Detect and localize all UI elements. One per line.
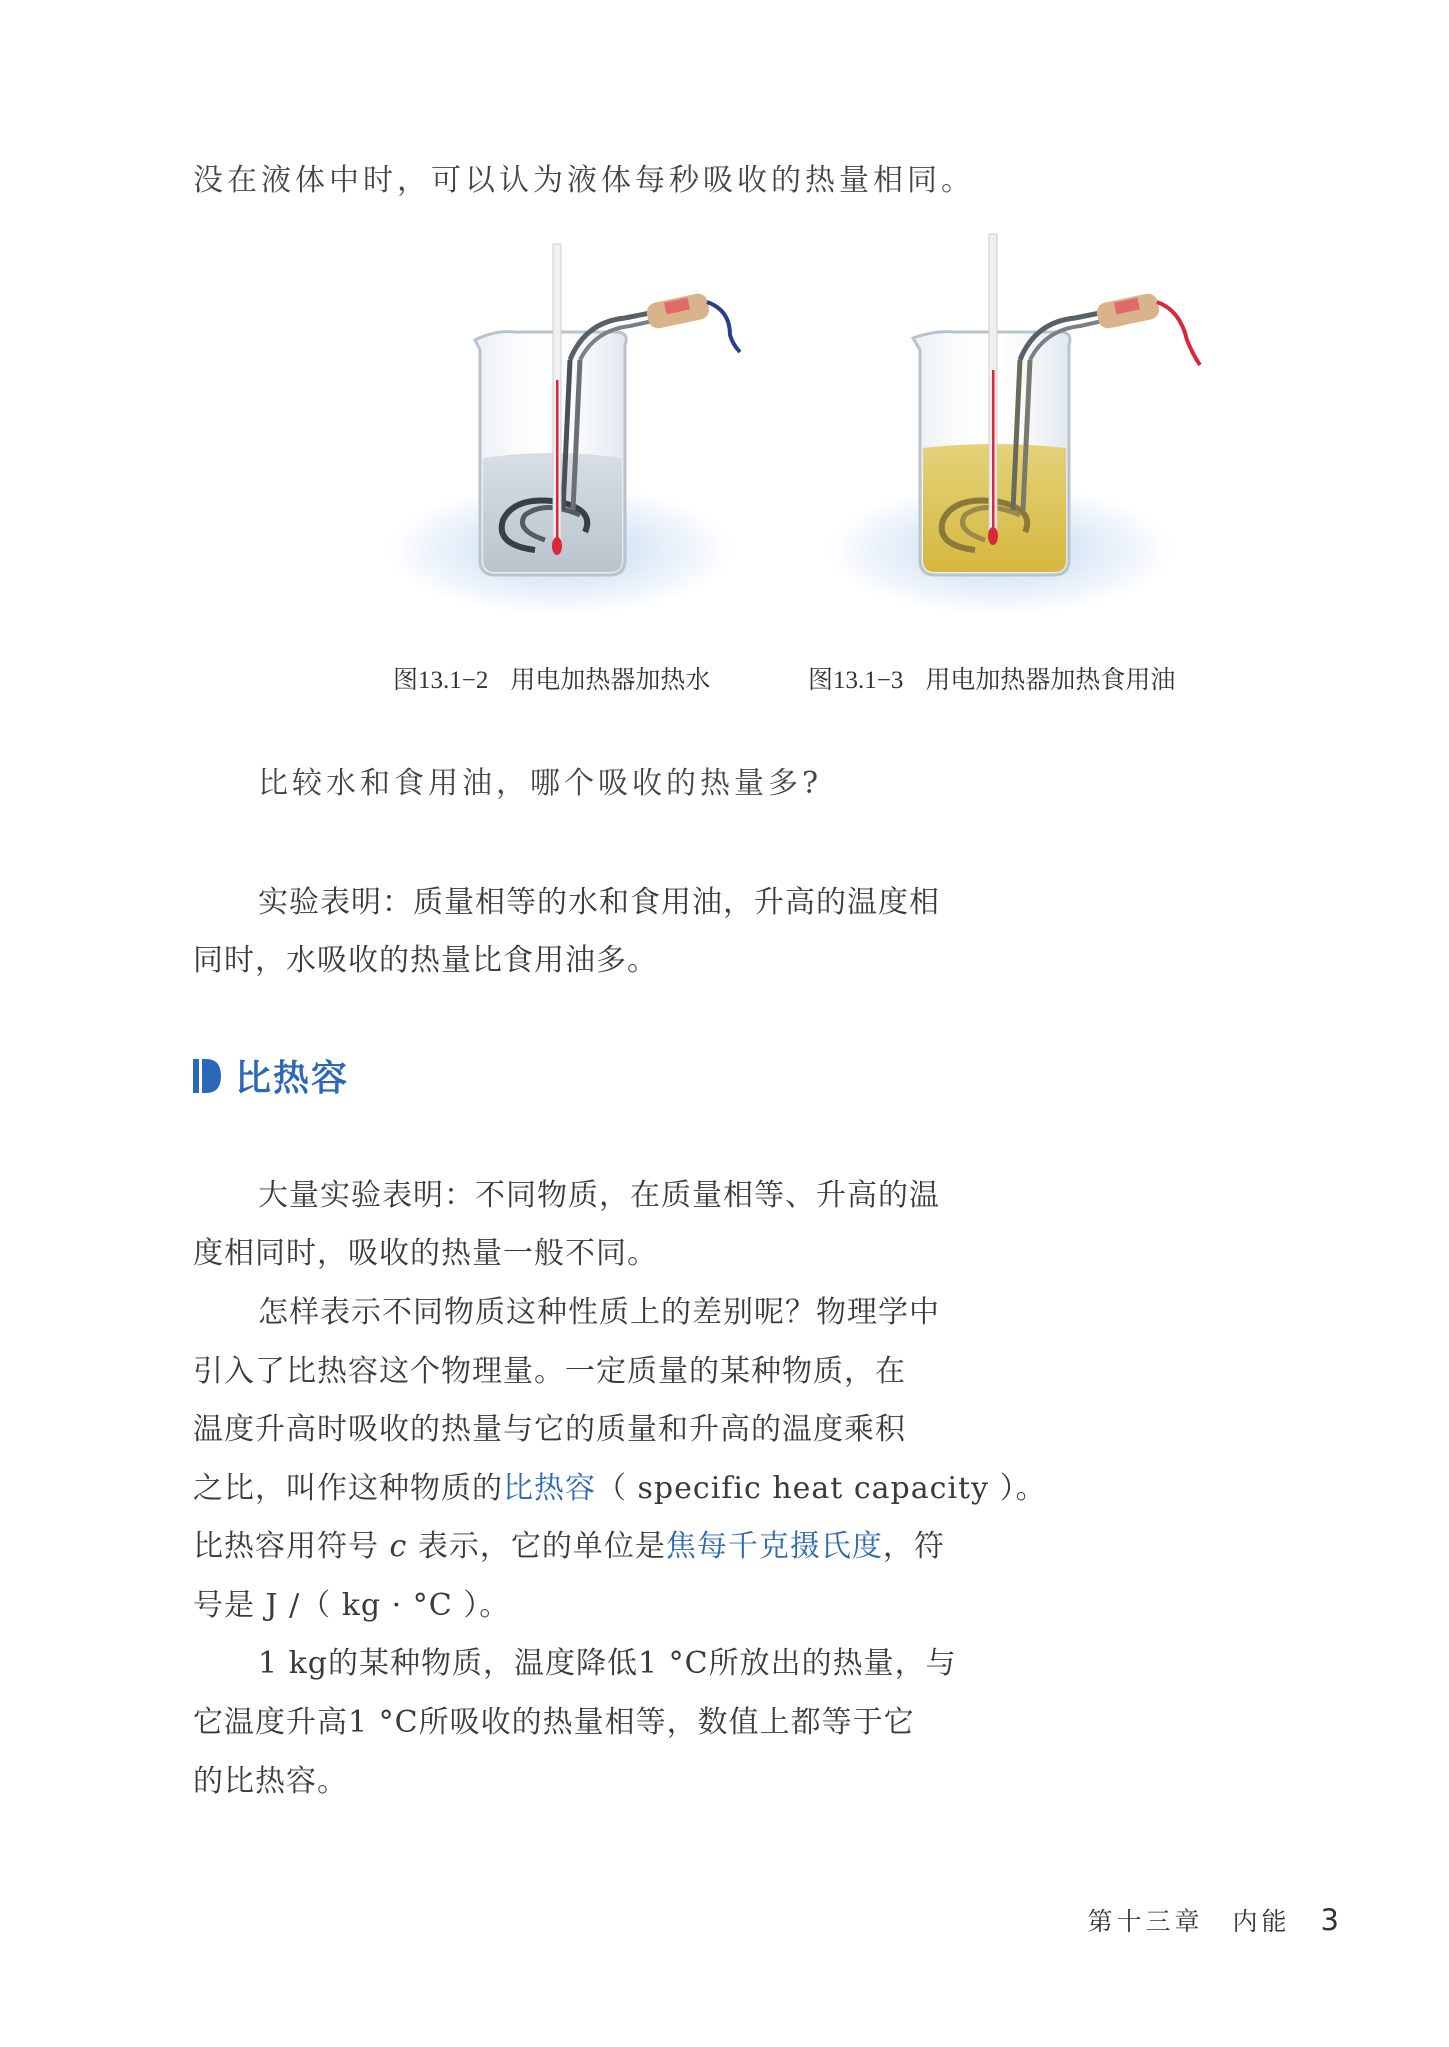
body-p1-line-1: 大量实验表明：不同物质，在质量相等、升高的温: [258, 1178, 940, 1213]
text-segment: 比热容用符号: [193, 1529, 390, 1564]
key-term-unit: 焦每千克摄氏度: [665, 1529, 883, 1564]
section-heading: [193, 1050, 349, 1101]
figure-water-heating: [385, 230, 785, 630]
conclusion-line-2: 同时，水吸收的热量比食用油多。: [193, 943, 658, 978]
figure-caption-oil: [808, 660, 1175, 696]
intro-line: 没在液体中时，可以认为液体每秒吸收的热量相同。: [193, 163, 975, 198]
oil-beaker-illustration: [825, 230, 1245, 630]
body-p3-line-2: 它温度升高1 °C所吸收的热量相等，数值上都等于它: [193, 1705, 915, 1740]
body-p2-line-2: 引入了比热容这个物理量。一定质量的某种物质，在: [193, 1354, 906, 1389]
text-segment: ，符: [882, 1529, 945, 1564]
body-p2-line-1: 怎样表示不同物质这种性质上的差别呢？物理学中: [258, 1295, 940, 1330]
section-marker-icon: [193, 1059, 221, 1093]
figure-caption-text: 用电加热器加热水: [510, 667, 711, 694]
body-p2-line-4: [193, 1463, 1047, 1507]
figure-number: 图13.1−2: [393, 667, 489, 694]
text-segment: 之比，叫作这种物质的: [193, 1471, 503, 1506]
body-p1-line-2: 度相同时，吸收的热量一般不同。: [193, 1236, 658, 1271]
text-segment: （ specific heat capacity ）。: [596, 1471, 1047, 1506]
body-p2-line-6: 号是 J /（ kg · °C ）。: [193, 1588, 511, 1623]
chapter-label: 第十三章 内能: [1087, 1907, 1291, 1936]
section-title: 比热容: [235, 1058, 350, 1099]
question: 比较水和食用油，哪个吸收的热量多?: [258, 766, 823, 801]
water-beaker-illustration: [385, 230, 785, 630]
conclusion-line-1: 实验表明：质量相等的水和食用油，升高的温度相: [258, 885, 940, 920]
page-number: 3: [1320, 1903, 1339, 1937]
body-p2-line-3: 温度升高时吸收的热量与它的质量和升高的温度乘积: [193, 1412, 906, 1447]
body-p2-line-5: [193, 1521, 945, 1565]
text-segment: 表示，它的单位是: [407, 1529, 666, 1564]
key-term-specific-heat: 比热容: [503, 1471, 596, 1506]
figure-oil-heating: [825, 230, 1245, 630]
body-p3-line-1: 1 kg的某种物质，温度降低1 °C所放出的热量，与: [258, 1646, 957, 1681]
figure-caption-water: [393, 660, 710, 696]
figure-caption-text: 用电加热器加热食用油: [925, 667, 1176, 694]
body-p3-line-3: 的比热容。: [193, 1764, 348, 1799]
page-footer: [1088, 1902, 1339, 1938]
symbol-c: c: [389, 1529, 408, 1564]
figure-number: 图13.1−3: [808, 667, 904, 694]
